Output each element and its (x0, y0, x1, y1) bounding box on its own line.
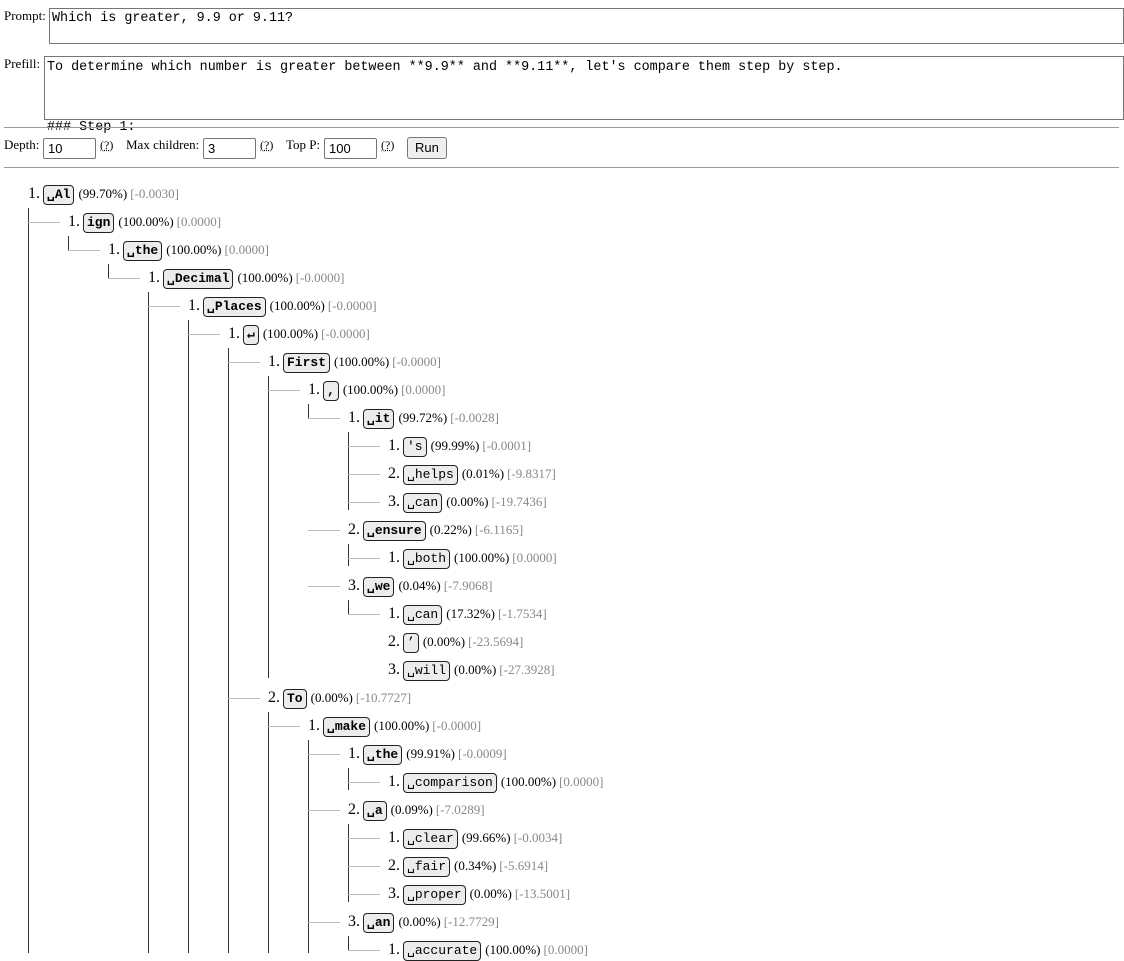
tree-line (348, 768, 349, 790)
token-button[interactable]: ␣the (123, 241, 162, 261)
tree-line (308, 530, 340, 531)
tree-line (348, 432, 349, 510)
token-button[interactable]: ␣make (323, 717, 370, 737)
tree-line (348, 600, 349, 614)
tree-node (388, 547, 557, 569)
token-probability: (99.91%) (406, 746, 455, 761)
token-probability: (0.22%) (429, 522, 472, 537)
token-probability: (100.00%) (262, 326, 319, 341)
node-rank: 3. (388, 493, 400, 510)
token-logprob: [-1.7534] (497, 606, 547, 621)
node-rank: 3. (348, 913, 360, 930)
token-button[interactable]: ␣can (403, 493, 442, 513)
node-rank: 2. (388, 633, 400, 650)
token-button[interactable]: ␣accurate (403, 941, 481, 961)
node-rank: 2. (268, 689, 280, 706)
token-probability: (100.00%) (334, 354, 390, 369)
tree-node (348, 911, 499, 933)
tree-line (268, 390, 300, 391)
tree-node (268, 351, 441, 373)
token-button[interactable]: ’ (403, 633, 419, 653)
token-probability: (0.01%) (461, 466, 505, 481)
token-button[interactable]: ␣the (363, 745, 402, 765)
token-logprob: [0.0000] (176, 214, 222, 229)
token-button[interactable]: To (283, 689, 307, 709)
node-rank: 1. (268, 353, 280, 370)
top-p-help-icon[interactable]: (?) (381, 138, 395, 152)
tree-node (148, 267, 344, 289)
token-button[interactable]: ␣Al (43, 185, 74, 205)
depth-label: Depth: (4, 137, 40, 152)
token-button[interactable]: ␣comparison (403, 773, 497, 793)
tree-line (348, 838, 380, 839)
token-probability: (0.00%) (398, 914, 441, 929)
token-probability: (0.00%) (310, 690, 353, 705)
token-button[interactable]: First (283, 353, 330, 373)
tree-line (188, 334, 220, 335)
token-probability: (0.04%) (398, 578, 441, 593)
node-rank: 2. (348, 521, 360, 538)
tree-node (348, 799, 485, 821)
node-rank: 2. (388, 465, 400, 482)
node-rank: 1. (28, 185, 40, 202)
token-probability: (100.00%) (237, 270, 293, 285)
token-logprob: [-0.0001] (482, 438, 532, 453)
node-rank: 3. (388, 661, 400, 678)
tree-line (308, 586, 340, 587)
prefill-input[interactable] (44, 56, 1124, 135)
node-rank: 1. (188, 297, 200, 314)
token-logprob: [-0.0028] (450, 410, 499, 425)
tree-line (348, 936, 349, 950)
tree-node (388, 827, 562, 849)
tree-node (28, 183, 179, 205)
tree-line (348, 894, 380, 895)
token-probability: (100.00%) (500, 774, 557, 789)
max-children-label: Max children: (126, 137, 200, 152)
tree-node (188, 295, 377, 317)
run-button[interactable]: Run (407, 137, 447, 159)
node-rank: 3. (348, 577, 360, 594)
tree-line (348, 544, 349, 566)
tree-line (228, 362, 260, 363)
tree-node (388, 491, 547, 513)
top-p-label: Top P: (286, 137, 321, 152)
tree-node (388, 771, 604, 793)
token-button[interactable]: ign (83, 213, 114, 233)
depth-help-icon[interactable]: (?) (100, 138, 114, 152)
node-rank: 1. (348, 745, 360, 762)
max-children-help-icon[interactable]: (?) (260, 138, 274, 152)
tree-line (28, 222, 60, 223)
token-button[interactable]: ␣helps (403, 465, 458, 485)
tree-line (68, 250, 100, 251)
tree-line (268, 712, 269, 953)
divider (4, 127, 1119, 128)
tree-line (348, 950, 380, 951)
tree-line (348, 824, 349, 902)
tree-line (308, 810, 340, 811)
token-logprob: [-13.5001] (514, 886, 571, 901)
tree-line (308, 418, 340, 419)
top-p-input[interactable] (324, 138, 377, 159)
tree-node (348, 743, 507, 765)
tree-line (108, 264, 109, 278)
node-rank: 1. (68, 213, 80, 230)
max-children-input[interactable] (203, 138, 256, 159)
token-probability: (100.00%) (454, 550, 510, 565)
token-probability: (100.00%) (374, 718, 430, 733)
tree-node (388, 631, 523, 653)
token-probability: (100.00%) (269, 298, 325, 313)
node-rank: 1. (228, 325, 240, 342)
tree-line (308, 754, 340, 755)
prompt-label: Prompt: (4, 8, 46, 23)
token-probability: (100.00%) (485, 942, 541, 957)
token-logprob: [0.0000] (559, 774, 604, 789)
token-logprob: [-0.0030] (130, 186, 179, 201)
tree-node (348, 407, 499, 429)
tree-node (348, 575, 492, 597)
node-rank: 1. (108, 241, 120, 258)
node-rank: 1. (308, 717, 320, 734)
tree-line (268, 726, 300, 727)
token-button[interactable]: ␣Decimal (163, 269, 233, 289)
tree-node (308, 379, 445, 401)
tree-line (28, 208, 29, 953)
tree-node (388, 463, 556, 485)
node-rank: 1. (388, 549, 400, 566)
token-button[interactable]: , (323, 381, 339, 401)
tree-line (348, 614, 380, 615)
token-logprob: [-6.1165] (474, 522, 524, 537)
tree-line (228, 348, 229, 953)
token-logprob: [-23.5694] (468, 634, 524, 649)
token-button[interactable]: ␣a (363, 801, 387, 821)
tree-node (308, 715, 481, 737)
prefill-label: Prefill: (4, 56, 41, 71)
depth-input[interactable] (43, 138, 96, 159)
token-probability: (0.00%) (446, 494, 489, 509)
token-probability: (99.72%) (398, 410, 448, 425)
token-button[interactable]: ␣both (403, 549, 450, 569)
token-logprob: [-7.0289] (435, 802, 485, 817)
tree-node (388, 939, 588, 961)
token-button[interactable]: ␣fair (403, 857, 450, 877)
token-logprob: [-0.0000] (392, 354, 442, 369)
token-button[interactable]: ␣can (403, 605, 442, 625)
tree-node (388, 435, 531, 457)
tree-line (348, 782, 380, 783)
token-probability: (0.00%) (469, 886, 512, 901)
tree-node (108, 239, 269, 261)
token-probability: (0.09%) (390, 802, 433, 817)
tree-node (68, 211, 221, 233)
prefill-text: To determine which number is greater between **9.9** and **9.11**, let's compare them step by step. ### Step 1: (47, 60, 843, 135)
token-button[interactable]: ␣clear (403, 829, 458, 849)
node-rank: 1. (388, 605, 400, 622)
tree-line (108, 278, 140, 279)
tree-line (348, 446, 380, 447)
tree-line (148, 306, 180, 307)
token-button[interactable]: ↵ (243, 325, 259, 345)
token-logprob: [0.0000] (401, 382, 446, 397)
tree-node (388, 659, 555, 681)
token-button[interactable]: ␣we (363, 577, 394, 597)
token-button[interactable]: ␣ensure (363, 521, 426, 541)
token-button[interactable]: ␣it (363, 409, 394, 429)
tree-node (388, 855, 548, 877)
divider (4, 167, 1119, 168)
token-probability: (0.34%) (454, 858, 497, 873)
tree-line (68, 236, 69, 250)
token-probability: (0.00%) (422, 634, 466, 649)
token-probability: (100.00%) (342, 382, 399, 397)
token-probability: (100.00%) (166, 242, 222, 257)
token-probability: (99.66%) (461, 830, 511, 845)
tree-node (388, 883, 570, 905)
token-logprob: [-27.3928] (499, 662, 555, 677)
token-probability: (99.99%) (430, 438, 480, 453)
tree-node (228, 323, 370, 345)
token-logprob: [-0.0000] (321, 326, 370, 341)
token-logprob: [0.0000] (512, 550, 557, 565)
token-logprob: [-7.9068] (443, 578, 493, 593)
tree-line (228, 698, 260, 699)
token-logprob: [-5.6914] (499, 858, 549, 873)
token-logprob: [-0.0009] (457, 746, 507, 761)
token-button[interactable]: ␣Places (203, 297, 266, 317)
token-probability: (99.70%) (78, 186, 128, 201)
node-rank: 1. (388, 829, 400, 846)
token-logprob: [-0.0000] (432, 718, 482, 733)
token-logprob: [-0.0000] (327, 298, 377, 313)
token-logprob: [-0.0000] (295, 270, 345, 285)
token-logprob: [-10.7727] (355, 690, 412, 705)
tree-node (348, 519, 523, 541)
tree-line (188, 320, 189, 953)
token-probability: (100.00%) (118, 214, 174, 229)
node-rank: 1. (348, 409, 360, 426)
token-logprob: [0.0000] (224, 242, 269, 257)
token-button[interactable]: ␣will (403, 661, 450, 681)
token-logprob: [-19.7436] (491, 494, 547, 509)
token-logprob: [-0.0034] (513, 830, 563, 845)
node-rank: 1. (388, 941, 400, 958)
node-rank: 2. (388, 857, 400, 874)
prompt-input[interactable]: Which is greater, 9.9 or 9.11? (49, 8, 1124, 44)
tree-line (348, 866, 380, 867)
tree-node (268, 687, 411, 709)
tree-line (268, 376, 269, 678)
tree-line (348, 502, 380, 503)
tree-line (308, 922, 340, 923)
token-logprob: [0.0000] (543, 942, 588, 957)
node-rank: 1. (308, 381, 320, 398)
node-rank: 1. (388, 773, 400, 790)
node-rank: 1. (388, 437, 400, 454)
tree-line (348, 558, 380, 559)
token-probability: (0.00%) (454, 662, 497, 677)
node-rank: 2. (348, 801, 360, 818)
node-rank: 1. (148, 269, 160, 286)
token-button[interactable]: ␣an (363, 913, 394, 933)
tree-node (388, 603, 547, 625)
token-logprob: [-12.7729] (443, 914, 499, 929)
token-button[interactable]: 's (403, 437, 427, 457)
token-logprob: [-9.8317] (507, 466, 556, 481)
tree-line (308, 404, 309, 418)
token-button[interactable]: ␣proper (403, 885, 466, 905)
tree-line (148, 292, 149, 953)
tree-line (348, 474, 380, 475)
token-probability: (17.32%) (446, 606, 495, 621)
node-rank: 3. (388, 885, 400, 902)
